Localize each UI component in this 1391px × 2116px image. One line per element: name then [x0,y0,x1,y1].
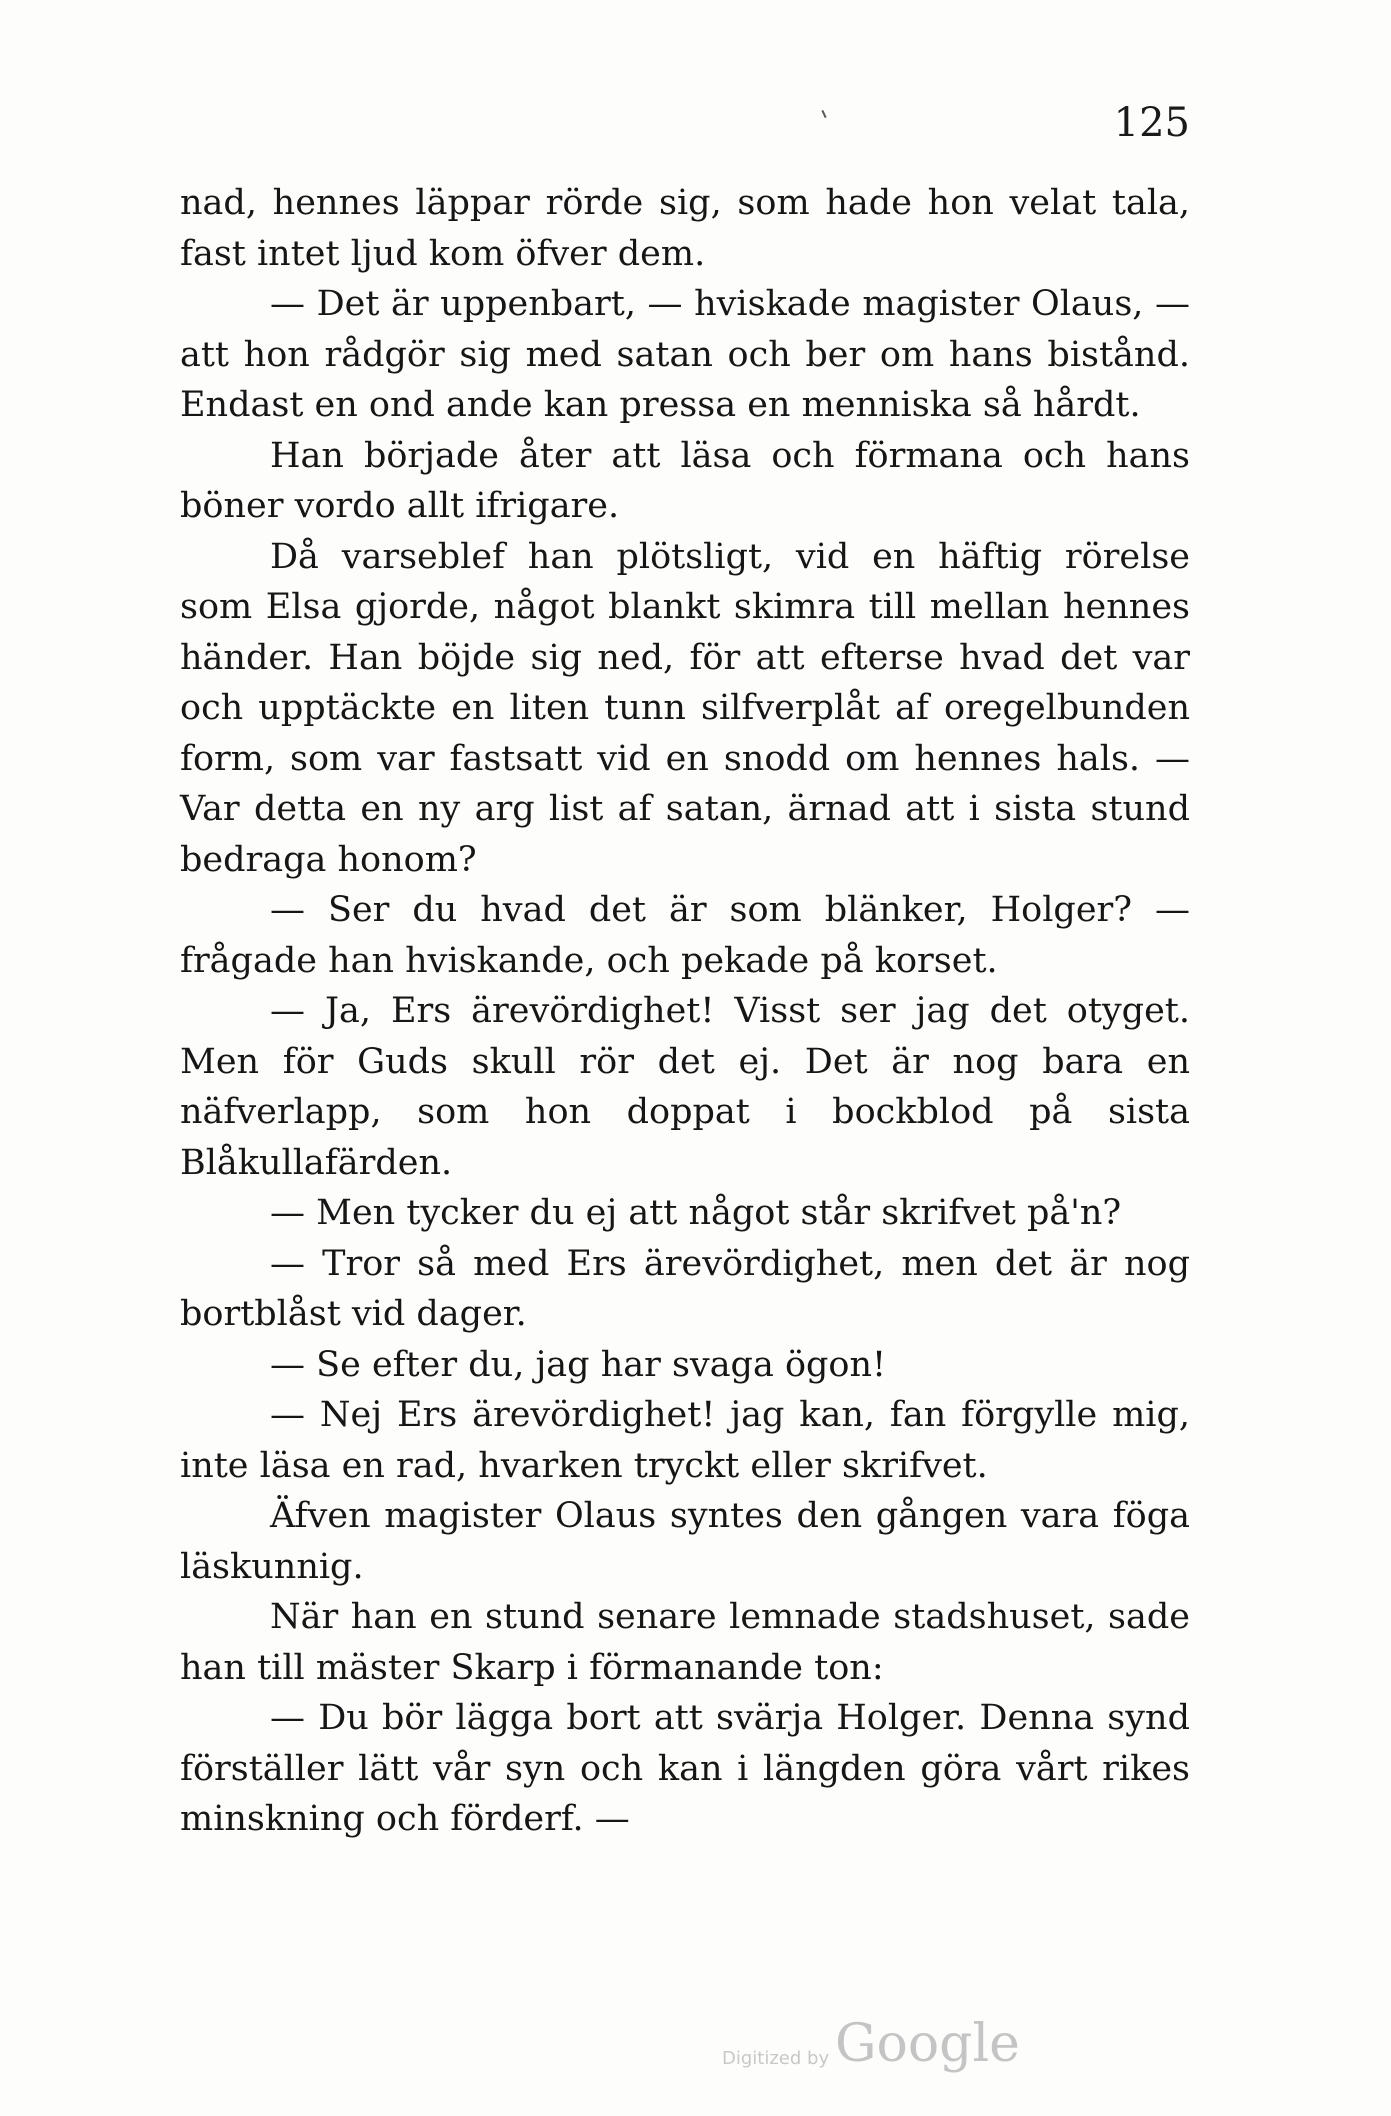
paragraph: Han började åter att läsa och förmana och hans böner vordo allt ifrigare. [180,435,1190,526]
paragraph: — Ser du hvad det är som blänker, Holger? — frågade han hviskande, och pekade på korset. [180,890,1190,981]
google-wordmark: Google [835,2014,1020,2074]
paragraph: — Nej Ers ärevördighet! jag kan, fan förgylle mig, inte läsa en rad, hvarken tryckt eller skrifvet. [180,1395,1190,1486]
print-speck [821,110,826,118]
digitized-label: Digitized by [722,2048,830,2069]
paragraph: Då varseblef han plötsligt, vid en häftig rörelse som Elsa gjorde, något blankt skimra till mellan hennes händer. Han böjde sig ned, för att efterse hvad det var och upptäckte en liten tunn silfverplåt af oregelbunden form, som var fastsatt vid en snodd om hennes hals. — Var detta en ny arg list af satan, ärnad att i sista stund bedraga honom? [180,536,1190,880]
paragraph: — Tror så med Ers ärevördighet, men det är nog bortblåst vid dager. [180,1243,1190,1334]
page-text [180,178,1190,1845]
page-number: 125 [1113,100,1190,146]
digitized-watermark [720,2010,1020,2080]
paragraph: — Ja, Ers ärevördighet! Visst ser jag det otyget. Men för Guds skull rör det ej. Det är nog bara en näfverlapp, som hon doppat i bockblod på sista Blåkullafärden. [180,991,1190,1183]
paragraph: — Det är uppenbart, — hviskade magister Olaus, — att hon rådgör sig med satan och ber om hans bistånd. Endast en ond ande kan pressa en menniska så hårdt. [180,284,1190,425]
paragraph: Äfven magister Olaus syntes den gången vara föga läskunnig. [180,1496,1190,1587]
paragraph: — Se efter du, jag har svaga ögon! [270,1344,887,1385]
paragraph: — Du bör lägga bort att svärja Holger. Denna synd förställer lätt vår syn och kan i längden göra vårt rikes minskning och förderf. — [180,1698,1190,1839]
paragraph: När han en stund senare lemnade stadshuset, sade han till mäster Skarp i förmanande ton: [180,1597,1190,1688]
paragraph: — Men tycker du ej att något står skrifvet på'n? [270,1193,1122,1233]
paragraph-continuation: nad, hennes läppar rörde sig, som hade hon velat tala, fast intet ljud kom öfver dem. [180,183,1190,274]
